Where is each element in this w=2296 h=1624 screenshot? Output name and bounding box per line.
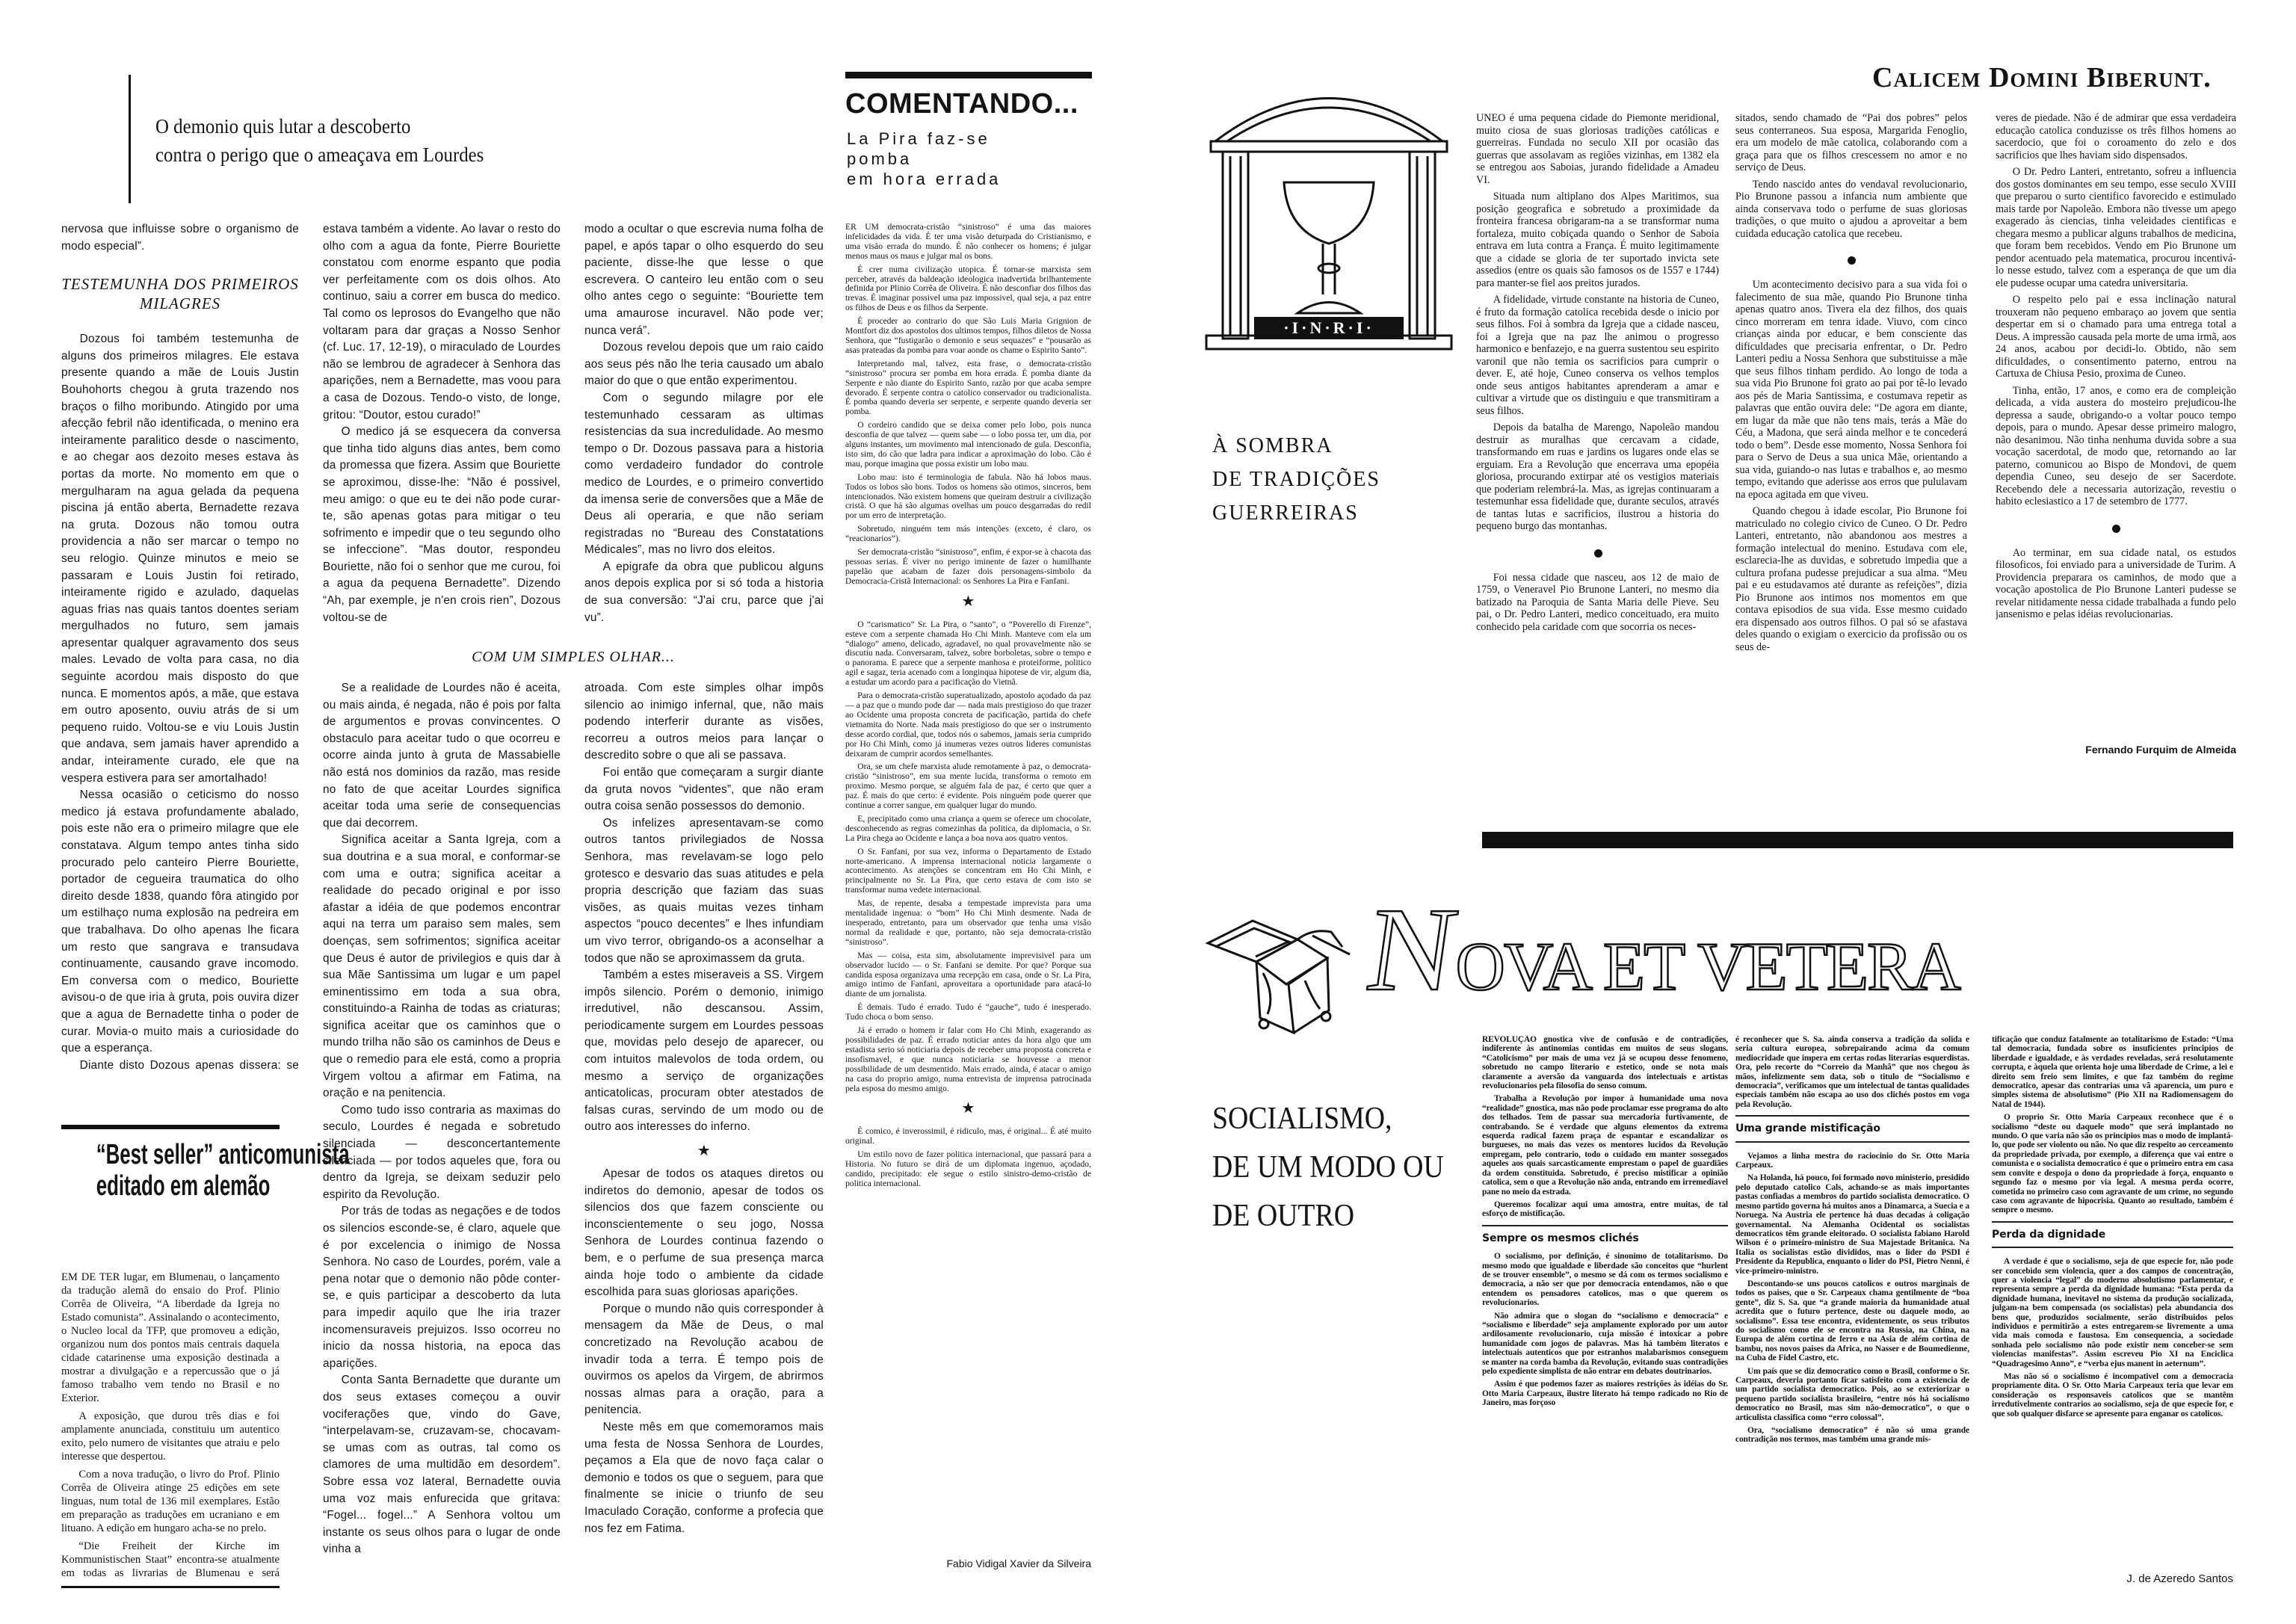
- nova-column-3: [1992, 1035, 2233, 1566]
- masthead-rest: OVA ET VETERA: [1455, 928, 1960, 1004]
- socialismo-headline: [1212, 1095, 1444, 1241]
- paragraph: Também a estes miseraveis a SS. Virgem impôs silencio. Porém o demonio, inimigo irredutivel, não descansou. Assim, periodicamente surgem em Lourdes pessoas que, movidas pelo desejo de aparecer, ou com intuitos malevolos de toda ordem, ou mesmo a serviço de organizações anticatolicas, procuram obter atestados de falsas curas, servindo de um modo ou de outro aos interesses do inferno.: [584, 969, 824, 1134]
- headline-line: “Best seller” anticomunista: [96, 1139, 350, 1170]
- subheading: Perda da dignidade: [1992, 1221, 2233, 1248]
- paragraph: “Die Freiheit der Kirche im Kommunistischen Staat” encontra-se atualmente em todas as livrarias de Blumenau e será: [61, 1540, 280, 1579]
- paragraph: Dozous revelou depois que um raio caido aos seus pés não lhe teria causado um abalo maior do que o que então experimentou.: [584, 341, 824, 388]
- paragraph: Trabalha a Revolução por impor à humanidade uma nova “realidade” gnostica, mas não pode proclamar esse programa do alto dos telhados. Tem de passar sua mercadoria furtivamente, de contrabando. Se é verdade que alguns elementos da extrema esquerda radical fazem praça de espantar e escandalizar os burgueses, no mais das vezes os mentores lucidos da Revolução empregam, pelo contrario, todo o cuidado em manter sossegados aqueles aos quais sarcasticamente emprestam o papel de guardiães da ordem constituida. Sobretudo, é preciso mistificar a opinião catolica, sem o que a Revolução não anda, entrando em irremediavel pane no meio da estrada.: [1482, 1094, 1728, 1197]
- headline-line: SOCIALISMO,: [1212, 1102, 1392, 1136]
- headline-line: contra o perigo que o ameaçava em Lourdes: [155, 143, 484, 166]
- paragraph: REVOLUÇÃO gnostica vive de confusão e de contradições, indiferente às antinomias contidas em muitos de seus slogans. “Catolicismo” por mais de uma vez já se ocupou desse fenomeno, sobretudo no campo literario e estetico, onde se nota mais claramente a aversão da vanguarda dos intelectuais e artistas revolucionarios pela filosofia do senso comum.: [1482, 1035, 1728, 1091]
- paragraph: nervosa que influisse sobre o organismo de modo especial”.: [61, 223, 299, 253]
- paragraph: Os infelizes apresentavam-se como outros tantos privilegiados de Nossa Senhora, mas revelavam-se logo pelo grotesco e desvario das suas atitudes e pela propria descrição que faziam das suas visões, as quais muitas vezes tinham aspectos “pouco decentes” e lhes infundiam um vivo terror, obrigando-os a aconselhar a todos que não se aproximassem da gruta.: [584, 816, 824, 965]
- calicem-headline: [1212, 429, 1380, 530]
- paragraph: Um país que se diz democratico como o Brasil, conforme o Sr. Carpeaux, deveria portanto ficar satisfeito com a existencia de um partido socialista democratico. Pois, ao se exteriorizar o pequeno partido socialista brasileiro, “entre nós há socialismo democratico no Brasil, mas sim não-democratico”, o que o articulista classifica como “erro colossal”.: [1735, 1366, 1969, 1422]
- article-headline: [155, 112, 484, 169]
- headline-line: O demonio quis lutar a descoberto: [155, 115, 411, 138]
- section-divider-bar: [1482, 832, 2233, 848]
- paragraph: Ser democrata-cristão “sinistroso”, enfim, é expor-se à chacota das pessoas serias. É viver no perigo iminente de fazer o humilhante papelão que acabam de fazer dois personagens-simbolo da Democracia-Cristã Internacional: os Senhores La Pira e Fanfani.: [845, 547, 1091, 586]
- headline-line: À SOMBRA: [1212, 434, 1333, 457]
- treasure-chest-illustration: [1200, 913, 1380, 1037]
- headline-line: GUERREIRAS: [1212, 501, 1359, 525]
- paragraph: Assim é que podemos fazer as maiores restrições às idéias do Sr. Otto Maria Carpeaux, ilustre literato há tempo radicado no Rio de Janeiro, mas forçoso: [1482, 1380, 1728, 1408]
- comentando-kicker: COMENTANDO...: [845, 88, 1078, 120]
- subheading-simple-look: COM UM SIMPLES OLHAR...: [472, 649, 675, 665]
- paragraph: modo a ocultar o que escrevia numa folha de papel, e após tapar o olho esquerdo do seu paciente, disse-lhe que lesse o que escrevera. O canteiro leu então com o seu olho antes cego o seguinte: “Bouriette tem uma amaurose incuravel. Não pode ver; nunca verá”.: [584, 223, 824, 337]
- paragraph: A fidelidade, virtude constante na historia de Cuneo, é fruto da formação catolica recebida desde o inicio por seus filhos. Foi à sombra da Igreja que a cidade nasceu, foi a Igreja que na paz lhe animou o progresso harmonico e benfazejo, e na guerra sustentou seu espirito varonil que não temia os sacrificios para cumprir o dever. E, até hoje, Cuneo conserva os velhos templos onde seus antigos habitantes aprenderam a amar e cultivar a virtude que os distinguiu e que transmitiram a seus filhos.: [1476, 294, 1719, 417]
- paragraph: Neste mês em que comemoramos mais uma festa de Nossa Senhora de Lourdes, peçamos a Ela que de novo faça calar o demonio e todos os que o seguem, para que finalmente se inicie o triunfo de seu Imaculado Coração, conforme a profecia que nos fez em Fatima.: [584, 1420, 824, 1535]
- paragraph: Por trás de todas as negações e de todos os silencios esconde-se, é claro, aquele que é por excelencia o inimigo de Nossa Senhora. No caso de Lourdes, porém, vale a pena notar que o demonio não pôde conter-se, e quis participar a descoberto da luta para impedir aquilo que lhe iria trazer incomensuraveis prejuizos. Isso ocorreu no inicio da nossa historia, na epoca das aparições.: [323, 1205, 561, 1370]
- best-seller-bottom-rule: [61, 1586, 280, 1588]
- lourdes-column-3-top: [584, 221, 824, 644]
- paragraph: Mas, de repente, desaba a tempestade imprevista para uma mentalidade ingenua: o “bom” Ho Chi Minh desmente. Nada de inesperado, entretanto, para um observador que tenha uma visão normal da realidade e que, portanto, não seja democrata-cristão “sinistroso”.: [845, 898, 1091, 947]
- paragraph: veres de piedade. Não é de admirar que essa verdadeira educação catolica conduzisse os três filhos homens ao sacerdocio, que foi o coroamento do zelo e dos sacrificios que lhes haviam sido dispensados.: [1996, 112, 2236, 161]
- cuneo-column-3: [1996, 112, 2236, 717]
- paragraph: Mas não só o socialismo é incompativel com a democracia propriamente dita. O Sr. Otto Maria Carpeaux teria que levar em consideração os responsaveis catolicos que se mantêm irredutivelmente contrarios ao socialismo, seja de que especie for, e que sob qualquer disfarce se apresente para enganar os catolicos.: [1992, 1372, 2233, 1418]
- paragraph: Lobo mau: isto é terminologia de fabula. Não há lobos maus. Todos os lobos são bons. Todos os homens são otimos, sinceros, bem intencionados. Não existem homens que queiram destruir a civilização cristã. O que há são algumas ovelhas um pouco desgarradas do redil por um erro de interpretação.: [845, 472, 1091, 521]
- paragraph: É crer numa civilização utopica. É tornar-se marxista sem perceber, através da baldeação ideologica inadvertida brilhantemente definida por Plinio Corrêa de Oliveira. É não desconfiar dos filhos das trevas. É imaginar possivel uma paz impossivel, qual seja, a paz entre os filhos de Deus e os filhos da Serpente.: [845, 264, 1091, 313]
- paragraph: A exposição, que durou três dias e foi amplamente anunciada, constituiu um autentico exito, pelo numero de visitantes que atraiu e pelo interesse que despertou.: [61, 1410, 280, 1463]
- paragraph: Com a nova tradução, o livro do Prof. Plinio Corrêa de Oliveira atinge 25 edições em sete linguas, num total de 136 mil exemplares. Estão em preparação as traduções em ucraniano e em lituano. A edição em hungaro acha-se no prelo.: [61, 1469, 280, 1534]
- lourdes-column-2-bottom: [323, 680, 561, 1588]
- paragraph: Tinha, então, 17 anos, e como era de compleição delicada, a vida austera do mosteiro prejudicou-lhe depressa a saude, obrigando-o a voltar pouco tempo depois, para o mundo. Apesar desse primeiro malogro, não desanimou. Não tinha nenhuma duvida sobre a sua vocação sacerdotal, de modo que, retornando ao lar paterno, comunicou ao Bispo de Mondovi, de quem dependia Cuneo, seu desejo de ser Sacerdote. Recebendo dele a necessaria autorização, revestiu o habito eclesiastico a 17 de setembro de 1777.: [1996, 384, 2236, 507]
- subheading: Uma grande mistificação: [1735, 1115, 1969, 1142]
- masthead-initial: N: [1360, 883, 1466, 1016]
- dot-divider-icon: [1476, 537, 1719, 572]
- nova-column-2: [1735, 1035, 1969, 1588]
- dot-divider-icon: [1735, 244, 1967, 279]
- comentando-body: [845, 223, 1091, 1549]
- paragraph: Se a realidade de Lourdes não é aceita, ou mais ainda, é negada, não é pois por falta de argumentos e provas convincentes. O obstaculo para aceitar tudo o que ocorreu e ocorre ainda junto à gruta de Massabielle não está nos dominios da razão, mas reside no fato de que aceitar Lourdes significa aceitar toda uma serie de consequencias que dai decorrem.: [323, 682, 561, 830]
- star-divider-icon: [845, 1097, 1091, 1127]
- paragraph: O socialismo, por definição, é sinonimo de totalitarismo. Do mesmo modo que igualdade e liberdade são conceitos que “hurlent de se trouver ensemble”, o mesmo se dá com os termos socialismo e democracia, a não ser que por democracia entendamos, não o que entendem os pensadores catolicos, mas o que querem os revolucionarios.: [1482, 1252, 1728, 1308]
- comentando-title: [847, 129, 1001, 189]
- paragraph: Mas — coisa, esta sim, absolutamente imprevisivel para um observador lucido — o Sr. Fanfani se demite. Por que? Porque sua candida esposa organizava uma recepção em casa, onde o Sr. La Pira, amigo intimo de Fanfani, aproveitara a oportunidade para atacá-lo diante de um jornalista.: [845, 950, 1091, 999]
- subheading: TESTEMUNHA DOS PRIMEIROS MILAGRES: [61, 275, 299, 313]
- paragraph: O proprio Sr. Otto Maria Carpeaux reconhece que é o socialismo “deste ou daquele modo” que será implantado no mundo. O que varia não são os principios mas o modo de implantá-lo, que pode ser violento ou não. No que diz respeito ao cerceamento da propriedade privada, por exemplo, a diferença que vai entre o comunista e o socialista democratico é que o primeiro entra em casa sem convite e despoja o dono da propriedade à força, enquanto o segundo faz o mesmo por via legal. A mesma perda ocorre, cometida no primeiro caso com agravante de um crime, no segundo caso com agravante de hipocrisia. Quanto ao resultado, também é sempre o mesmo.: [1992, 1113, 2233, 1215]
- paragraph: E, precipitado como uma criança a quem se oferece um chocolate, desconhecendo as regras comezinhas da politica, da diplomacia, o Sr. La Pira chega ao Ocidente e lança a boa nova aos quatro ventos.: [845, 813, 1091, 843]
- paragraph: Dozous foi também testemunha de alguns dos primeiros milagres. Ele estava presente quando a mãe de Louis Justin Bouhohorts chegou à gruta trazendo nos braços o filho moribundo. Atingido por uma afecção febril não identificada, o menino era inteiramente paralitico desde o nascimento, e ao chegar aos dezoito meses estava às portas da morte. No momento em que o mergulharam na agua gelada da pequena piscina já então aberta, Bernadette rezava na gruta. Dozous não tomou outra providencia a não ser marcar o tempo no seu relogio. Quinze minutos e meio se passaram e Louis Justin foi retirado, inteiramente rigido e azulado, daquelas aguas frias nas quais tantos doentes seriam mergulhados no futuro, sem jamais apresentar qualquer agravamento dos seus males. Levado de volta para casa, no dia seguinte acordou mais disposto do que nunca. E momentos após, a mãe, que estava em outro aposento, ouviu atrás de si um pequeno ruido. Voltou-se e viu Louis Justin que andava, sem jamais haver aprendido a andar, inteiramente curado, ele que na vespera estivera para ser amortalhado!: [61, 333, 299, 785]
- paragraph: tificação que conduz fatalmente ao totalitarismo de Estado: “Uma tal democracia, fundada sobre os insuficientes principios de liberdade e igualdade, e às verdades reveladas, será resolutamente corrupta, e àquela que orienta hoje uma liberdade de Crime, a lei e direito sem freio sem limites, e que faz também do regime democratico, apesar das contrarias uma vã aparencia, um puro e simples sistema de absolutismo” (Pio XII na Radiomensagem do Natal de 1944).: [1992, 1035, 2233, 1109]
- paragraph: Foi então que começaram a surgir diante da gruta novos “videntes”, que não eram outra coisa senão possessos do demonio.: [584, 765, 824, 813]
- lourdes-column-3-bottom: [584, 680, 824, 1588]
- paragraph: É comico, é inverossimil, é ridiculo, mas, é original... É até muito original.: [845, 1126, 1091, 1146]
- inri-inscription: ·I·N·R·I·: [1283, 318, 1374, 337]
- paragraph: ER UM democrata-cristão “sinistroso” é uma das maiores infelicidades da vida. É ter uma visão deturpada do Cristianismo, e uma visão errada do mundo. É não conhecer os homens; é julgar menos maus os maus e julgar mal os bons.: [845, 223, 1091, 261]
- paragraph: É demais. Tudo é errado. Tudo é “gauche”, tudo é inesperado. Tudo choca o bom senso.: [845, 1002, 1091, 1022]
- paragraph: sitados, sendo chamado de “Pai dos pobres” pelos seus conterraneos. Sua esposa, Margarida Fenoglio, era um modelo de mãe catolica, colaborando com a graça para que os filhos crescessem no amor e no serviço de Deus.: [1735, 112, 1967, 173]
- headline-rule: [129, 75, 131, 203]
- paragraph: Interpretando mal, talvez, esta frase, o democrata-cristão “sinistroso” procura ser pomba em hora errada. É pomba diante da Serpente e não diante do Espirito Santo, razão por que acaba sempre devorado. É serpente contra o catolico conservador ou tradicionalista. É pomba quando deveria ser serpente, e serpente quando deveria ser pomba.: [845, 358, 1091, 417]
- paragraph: Sobretudo, ninguém tem más intenções (exceto, é claro, os “reacionarios”).: [845, 524, 1091, 544]
- cuneo-column-1: [1476, 112, 1719, 777]
- paragraph: Já é errado o homem ir falar com Ho Chi Minh, exagerando as possibilidades de paz. É errado noticiar antes da hora algo que um estadista serio só noticiaria depois de receber uma proposta concreta e insofismavel, e que nunca noticiaria se houvesse a menor possibilidade de um desmentido. Mais errado, ainda, é atacar o amigo na casa do proprio amigo, numa entrevista de imprensa patrocinada pela esposa do mesmo amigo.: [845, 1025, 1091, 1093]
- paragraph: Depois da batalha de Marengo, Napoleão mandou destruir as muralhas que cercavam a cidade, transformando em ruas e jardins os lugares onde elas se erguiam. Era a Revolução que encerrava uma epopéia gloriosa, procurando extirpar até os vestigios materiais que poderiam relembrá-la. Mas, as igrejas continuaram a testemunhar essa fidelidade que, durante seculos, através de tantas lutas e sacrificios, ilustrou a historia do pequeno burgo das montanhas.: [1476, 422, 1719, 532]
- paragraph: O medico já se esquecera da conversa que tinha tido alguns dias antes, bem como da promessa que fizera. Assim que Bouriette se aproximou, disse-lhe: “Não é possivel, meu amigo: o que eu te dei não pode curar-te, são apenas gotas para mitigar o teu sofrimento e impedir que o teu segundo olho se infeccione”. “Mas doutor, respondeu Bouriette, não foi o senhor que me curou, foi a agua da pequena Bernadette”. Dizendo “Ah, par exemple, je n'en crois rien”, Dozous voltou-se de: [323, 425, 561, 624]
- star-divider-icon: [845, 590, 1091, 620]
- paragraph: Nessa ocasião o ceticismo do nosso medico já estava profundamente abalado, pois este não era o primeiro milagre que ele constatava. Algum tempo antes tinha sido procurado pelo canteiro Pierre Bouriette, portador de cegueira traumatica do olho direito desde 1838, quando fôra atingido por um estilhaço numa explosão na pedreira em que trabalhava. Do olho apenas lhe ficara um resto que sangrava e transudava continuamente, causando grave incomodo. Em conversa com o medico, Bouriette avisou-o de que iria à gruta, pois ouvira dizer que a agua de Bernadette tinha o poder de curar. Movia-o muito mais a curiosidade do que a esperança.: [61, 788, 299, 1055]
- title-line: pomba: [847, 149, 913, 168]
- paragraph: Para o democrata-cristão superatualizado, apostolo açodado da paz — a paz que o mundo pode dar — nada mais prestigioso do que trazer ao Ocidente uma proposta concreta de pacificação, partida do chefe vietnamita do Norte. Nada mais prestigioso do que ser o instrumento desse acordo cordial, que, todos nós o sabemos, jamais seria cumprido por Ho Chi Minh, como já inumeras vezes outros lideres comunistas deixaram de cumprir acordos semelhantes.: [845, 691, 1091, 759]
- lourdes-column-1: [61, 221, 299, 1073]
- headline-line: DE TRADIÇÕES: [1212, 468, 1380, 491]
- dot-divider-icon: [1996, 513, 2236, 547]
- paragraph: O Dr. Pedro Lanteri, entretanto, sofreu a influencia dos gostos dominantes em seu tempo, esse seculo XVIII que preparou o surto cientifico favorecido e estimulado mais tarde por Napoleão. Embora não tivesse um apego exagerado às ciencias, tinha veleidades cientificas e chegara mesmo a publicar alguns trabalhos de medicina, que foram bem recebidos. Vendo em Pio Brunone um pendor acentuado pela matematica, procurou incentivá-lo nesse estudo, talvez com a esperança de que um dia ele pudesse ocupar uma catedra universitaria.: [1996, 166, 2236, 289]
- title-line: em hora errada: [847, 170, 1002, 188]
- best-seller-headline: [61, 1139, 350, 1202]
- paragraph: atroada. Com este simples olhar impôs silencio ao inimigo infernal, que, não mais podendo interferir durante as visões, recorreu a outros meios para lançar o descredito sobre o que ali se passava.: [584, 682, 824, 762]
- paragraph: O cordeiro candido que se deixa comer pelo lobo, pois nunca desconfia de que talvez — quem sabe — o lobo possa ter, um dia, por alguns instantes, um movimento mal intencionado de gula. Desconfia, isto sim, do cão que ladra para indicar a aproximação do lobo. Cão é mau, porque imagina que possa existir um lobo mau.: [845, 420, 1091, 469]
- paragraph: Situada num altiplano dos Alpes Maritimos, sua posição geografica e sobretudo a proximidade da fronteira francesa obrigaram-na a se transformar numa fortaleza, muito cobiçada quando o Senhor de Saboia entrava em luta contra a França. É muito legitimamente que a cidade se gloria de ter suportado invicta sete assedios (entre os quais são famosos os de 1557 e 1744) para manter-se fiel aos preitos jurados.: [1476, 191, 1719, 289]
- headline-line: editado em alemão: [96, 1170, 271, 1202]
- calicem-masthead: Calicem Domini Biberunt.: [1872, 62, 2212, 93]
- paragraph: Ora, se um chefe marxista alude remotamente à paz, o democrata-cristão “sinistroso”, em sua mente lucida, transforma o remoto em proximo. Mesmo porque, se alguém fala de paz, é certo que quer a paz. É mais do que certo: é evidente. Pois ninguém pode querer que continue a correr sangue, em qualquer lugar do mundo.: [845, 762, 1091, 811]
- comentando-signature: Fabio Vidigal Xavier da Silveira: [946, 1557, 1091, 1569]
- best-seller-body: [61, 1271, 280, 1581]
- paragraph: Como tudo isso contraria as maximas do seculo, Lourdes é negada e sobretudo silenciada — desconcertantemente silenciada — por todos aqueles que, fora ou dentro da Igreja, se deixam seduzir pelo espirito da Revolução.: [323, 1103, 561, 1201]
- paragraph: Descontando-se uns poucos catolicos e outros marginais de todos os paises, que o Sr. Carpeaux chama gentilmente de “boa gente”, diz S. Sa. que “a grande maioria da humanidade atual acredita que o futuro pertence, deste ou daquele modo, ao socialismo”. Essa tese encontra, evidentemente, os seus tributos do socialismo como ele se encontra na Russia, na China, na Europa de além cortina de ferro e na Asia de além cortina de bambu, nos novos paises da Africa, no Nasser e de Boumedienne, na Cuba de Fidel Castro, etc.: [1735, 1279, 1969, 1363]
- paragraph: UNEO é uma pequena cidade do Piemonte meridional, muito ciosa de suas gloriosas tradições católicas e guerreiras. Fundada no seculo XII por ocasião das guerras que assolavam as regiões vizinhas, em 1382 ela se entregou aos Saboias, jurando fidelidade a Amadeu VI.: [1476, 112, 1719, 186]
- paragraph: O “carismatico” Sr. La Pira, o “santo”, o “Poverello di Firenze”, esteve com a serpente chamada Ho Chi Minh. Manteve com ela um “dialogo” ameno, delicado, agradavel, no qual provavelmente não se discutiu nada. Conversaram, talvez, sobre borboletas, sobre o tempo e o panorama. E parece que a serpente manhosa e proteiforme, politico agil e sagaz, teria acenado com a longinqua hipotese de vir, algum dia, a estudar um acordo para a pacificação do Vietnã.: [845, 619, 1091, 688]
- paragraph: estava também a vidente. Ao lavar o resto do olho com a agua da fonte, Pierre Bouriette constatou com enorme espanto que podia ver perfeitamente com os dois olhos. Ato continuo, saiu a correr em busca do medico. Tal como os leprosos do Evangelho que não voltaram para dar graças a Nosso Senhor (cf. Luc. 17, 12-19), o miraculado de Lourdes não se lembrou de agradecer à Senhora das aparições, nem a Bernadette, mas voou para a casa de Dozous. Tendo-o visto, de longe, gritou: “Doutor, estou curado!”: [323, 223, 561, 422]
- best-seller-top-rule: [61, 1125, 280, 1129]
- nova-signature: J. de Azeredo Santos: [2126, 1572, 2233, 1585]
- paragraph: Conta Santa Bernadette que durante um dos seus extases começou a ouvir vociferações que, vindo do Gave, “interpelavam-se, cruzavam-se, chocavam-se umas com as outras, tal como os clamores de uma multidão em desordem”. Sobre essa voz lateral, Bernadette ouvia uma voz mais enfurecida que gritava: “Fogel... fogel...” A Senhora voltou um instante os seus olhos para o lugar de onde vinha a: [323, 1374, 561, 1556]
- paragraph: A epigrafe da obra que publicou alguns anos depois explica por si só toda a historia de sua conversão: “J'ai cru, parce que j'ai vu”.: [584, 560, 824, 624]
- paragraph: Queremos focalizar aqui uma amostra, entre muitas, de tal esforço de mistificação.: [1482, 1200, 1728, 1219]
- subheading: Sempre os mesmos clichés: [1482, 1225, 1728, 1243]
- paragraph: é reconhecer que S. Sa. ainda conserva a tradição da solida e seria cultura europea, sobrepairando acima da comum mediocridade que impera em certas rodas literarias esquerdistas. Ora, pelo recorte do “Correio da Manhã” que nos chegou às mãos, infelizmente sem data, sob o titulo de “Socialismo e democracia”, verificamos que um intelectual de tantas qualidades especiais também não escapa ao uso dos clichés postos em voga pela Revolução.: [1735, 1035, 1969, 1109]
- paragraph: É proceder ao contrario do que São Luis Maria Grignion de Montfort diz dos apostolos dos ultimos tempos, filhos diletos de Nossa Senhora, que “fustigarão o demonio e seus sequazes” e “pousarão as asas prateadas da pomba para voar aonde os chame o Espirito Santo”.: [845, 316, 1091, 355]
- paragraph: Apesar de todos os ataques diretos ou indiretos do demonio, apesar de todos os silencios dos que fazem consciente ou inconscientemente o seu jogo, Nossa Senhora de Lourdes continua fazendo o bem, e o perfume de sua presença marca ainda hoje todo o ambiente da cidade escolhida para suas gloriosas aparições.: [584, 1167, 824, 1299]
- nova-column-1: [1482, 1035, 1728, 1588]
- paragraph: Foi nessa cidade que nasceu, aos 12 de maio de 1759, o Veneravel Pio Brunone Lanteri, no mesmo dia batizado na Paroquia de Santa Maria delle Pieve. Seu pai, o Dr. Pedro Lanteri, medico conceituado, era muito conhecido pela caridade com que socorria os neces-: [1476, 571, 1719, 633]
- star-divider-icon: [584, 1136, 824, 1166]
- nova-et-vetera-masthead: [1360, 883, 1960, 1016]
- paragraph: Tendo nascido antes do vendaval revolucionario, Pio Brunone passou a infancia num ambiente que ainda conservava todo o perfume de suas gloriosas tradições, o que muito o ajudou a aproveitar a bem cuidada educação catolica que recebeu.: [1735, 178, 1967, 240]
- paragraph: EM DE TER lugar, em Blumenau, o lançamento da tradução alemã do ensaio do Prof. Plinio Corrêa de Oliveira, “A liberdade da Igreja no Estado comunista”. Assinalando o acontecimento, o Nucleo local da TFP, que promoveu a edição, organizou num dos pontos mais centrais daquela cidade catarinense uma exposição destinada a mostrar a divulgação e a repercussão que o já famoso trabalho vem tendo no Brasil e no Exterior.: [61, 1271, 280, 1404]
- paragraph: O respeito pelo pai e essa inclinação natural trouxeram não pequeno embaraço ao jovem que sentia despertar em si o chamado para uma entrega total a Deus. A impressão causada pela morte de uma irmã, aos 24 anos, acabou por decidi-lo. Obtido, não sem dificuldades, o consentimento paterno, entrou na Cartuxa de Chiusa Pesio, proxima de Cuneo.: [1996, 294, 2236, 380]
- paragraph: Não admira que o slogan do “socialismo e democracia” e “socialismo e liberdade” seja amplamente explorado por um autor ardilosamente revolucionario, cuja missão é intoxicar a pobre humanidade com jogos de palavras. Mas há também literatos e intelectuais autenticos que por estranhos malabarismos conseguem se manter na corda bamba da Revolução, evitando suas contradições pelo expediente simplista de não entrar em debates doutrinarios.: [1482, 1311, 1728, 1376]
- paragraph: Com o segundo milagre por ele testemunhado cessaram as ultimas resistencias da sua incredulidade. Ao mesmo tempo o Dr. Dozous passava para a historia como verdadeiro fundador do controle medico de Lourdes, e o primeiro convertido da imensa serie de conversões que a Mãe de Deus ali operaria, e que não seriam registradas no “Bureau des Constatations Médicales”, mas no livro dos eleitos.: [584, 391, 824, 557]
- paragraph: Porque o mundo não quis corresponder à mensagem da Mãe de Deus, o mal concretizado na Revolução acabou de invadir toda a terra. É tempo pois de ouvirmos os apelos da Virgem, de abrirmos nossas almas para a oração, para a penitencia.: [584, 1302, 824, 1417]
- lourdes-column-2-top: [323, 221, 561, 644]
- paragraph: Um estilo novo de fazer politica internacional, que passará para a Historia. No futuro se dirá de um diplomata ingenuo, açodado, candido, precipitado: ele segue o estilo sinistro-demo-cristão de politica internacional.: [845, 1149, 1091, 1188]
- paragraph: Diante disto Dozous apenas dissera: se: [79, 1058, 299, 1072]
- calicem-signature: Fernando Furquim de Almeida: [2085, 744, 2236, 756]
- paragraph: A verdade é que o socialismo, seja de que especie for, não pode ser concebido sem violencia, quer a dos campos de concentração, quer a violencia “legal” do moderno absolutismo parlamentar, e representa sempre a perda da dignidade humana: “Esta perda da dignidade humana, inevitavel no sistema da produção socializada, julgam-na bem compensada (os socialistas) pela abundancia dos bens que, produzidos socialmente, serão distribuidos pelos individuos e permitirão a estes entregarem-se livremente a uma vida mais comoda e faustosa. Em consequencia, a sociedade sonhada pelo socialismo não pode existir nem conceber-se sem violencias manifestas”. Assim escreveu Pio XI na Enciclica “Quadragesimo Anno”, e “verba ejus manent in aeternum”.: [1992, 1257, 2233, 1368]
- title-line: La Pira faz-se: [847, 129, 990, 148]
- paragraph: Ao terminar, em sua cidade natal, os estudos filosoficos, foi enviado para a universidade de Turim. A Providencia preparara os caminhos, de modo que a vocação apostolica de Pio Brunone Lanteri pudesse se revelar nitidamente nessa cidade trabalhada a fundo pelo jansenismo e pelas idéias revolucionarias.: [1996, 546, 2236, 620]
- paragraph: Um acontecimento decisivo para a sua vida foi o falecimento de sua mãe, quando Pio Brunone tinha apenas quatro anos. Tivera ela dez filhos, dos quais cinco morreram em tenra idade. Viuvo, com cinco crianças ainda por educar, e bem consciente das dificuldades que precisaria enfrentar, o Dr. Pedro Lanteri pediu a Nossa Senhora que substituisse a mãe que seus filhos tinham perdido. Ao longo de toda a sua vida Pio Brunone foi grato ao pai por tê-lo levado aos pés de Maria Santissima, e costumava repetir as palavras que então ouvira dele: “De agora em diante, em lugar da mãe que não tens mais, terás a Mãe do Céu, a Madona, que será ainda melhor e te concederá todo o bem”. Desde esse momento, Nossa Senhora foi para o Servo de Deus a sua unica Mãe, orientando a sua vida, guiando-o nas lutas e trabalhos e, ao mesmo tempo, evitando que aderisse aos erros que pululavam na epoca agitada em que viveu.: [1735, 279, 1967, 501]
- inri-chalice-illustration: [1200, 70, 1457, 369]
- paragraph: Ora, “socialismo democratico” é não só uma grande contradição nos termos, mas também uma grande mis-: [1735, 1426, 1969, 1445]
- paragraph: Quando chegou à idade escolar, Pio Brunone foi matriculado no colegio civico de Cuneo. O Dr. Pedro Lanteri, entretanto, não abandonou aos mestres a formação intelectual do menino. Estudava com ele, esclarecia-lhe as duvidas, e sobretudo impedia que a cultura profana pudesse prejudicar a sua alma. “Meu pai e eu estudavamos até durante as refeições”, dizia Pio Brunone aos intimos nos momentos em que contava episodios de sua vida. Esse mesmo cuidado era dispensado aos outros filhos. O pai só se afastava deles quando o exigiam o exercicio da profissão ou os seus de-: [1735, 505, 1967, 653]
- paragraph: O Sr. Fanfani, por sua vez, informa o Departamento de Estado norte-americano. A imprensa internacional noticia largamente o acontecimento. As atenções se concentram em Ho Chi Minh, e principalmente no Sr. La Pira, que certo estava de com isto se transformar numa vedete internacional.: [845, 846, 1091, 895]
- paragraph: Na Holanda, há pouco, foi formado novo ministerio, presidido pelo deputado catolico Cals, achando-se as mais importantes pastas confiadas a membros do partido socialista democratico. O mesmo partido governa há muitos anos a Dinamarca, a Suecia e a Noruega. Na Austria ele pertence há duas decadas à coligação governamental. Na Alemanha Ocidental os socialistas democraticos têm grande eleitorado. O socialista fabiano Harold Wilson é o primeiro-ministro de Sua Majestade Britanica. Na Italia os socialistas estão divididos, mas o lider do PSDI é Presidente da Republica, enquanto o lider do PSI, Pietro Nenni, é vice-primeiro-ministro.: [1735, 1173, 1969, 1276]
- cuneo-column-2: [1735, 112, 1967, 777]
- headline-line: DE OUTRO: [1212, 1199, 1355, 1233]
- paragraph: Significa aceitar a Santa Igreja, com a sua doutrina e a sua moral, e conformar-se com uma e outra; significa aceitar a realidade do pecado original e por isso afastar a idéia de que podemos encontrar aqui na terra um paraiso sem males, sem doenças, sem sofrimentos; significa aceitar que Deus é autor de privilegios e quis dar à sua Mãe Santissima um lugar e um papel eminentissimo em toda a sua obra, constituindo-a Rainha de todas as criaturas; significa aceitar que os caminhos que o mundo trilha não são os caminhos de Deus e que o remedio para ele está, como a propria Virgem voltou a afirmar em Fatima, na oração e na penitencia.: [323, 833, 561, 1100]
- comentando-top-bar: [845, 72, 1092, 78]
- paragraph: Vejamos a linha mestra do raciocinio do Sr. Otto Maria Carpeaux.: [1735, 1151, 1969, 1170]
- headline-line: DE UM MODO OU: [1212, 1150, 1444, 1185]
